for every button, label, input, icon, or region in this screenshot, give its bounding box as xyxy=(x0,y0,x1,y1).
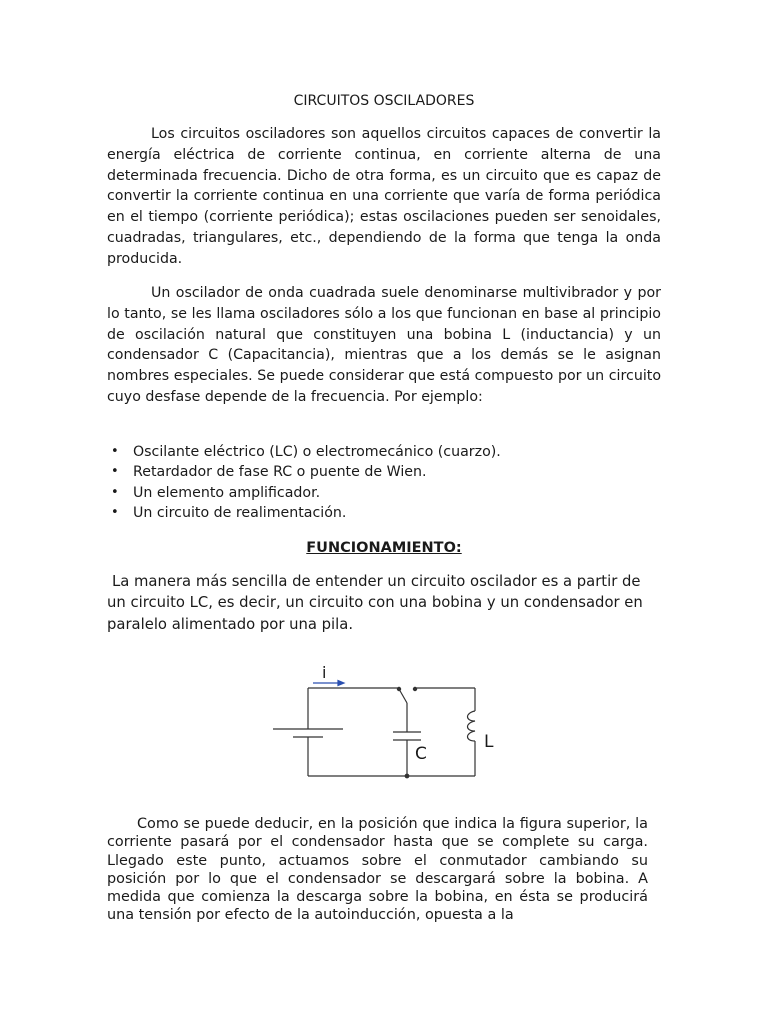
paragraph-intro: Los circuitos osciladores son aquellos circuitos capaces de convertir la energía eléctrica de corriente continua, en corriente alterna de una determinada frecuencia. Dicho de otra forma, es un circuito que es capaz de convertir la corriente continua en una corriente que varía de forma periódica en el tiempo (corriente periódica); estas oscilaciones pueden ser senoidales, cuadradas, triangulares, etc., dependiendo de la forma que tenga la onda producida. xyxy=(107,126,661,267)
list-item-text: Oscilante eléctrico (LC) o electromecánico (cuarzo). xyxy=(133,444,501,460)
list-item-text: Un circuito de realimentación. xyxy=(133,505,347,522)
list-item xyxy=(107,442,661,462)
inductor-coil-icon xyxy=(468,711,476,741)
lc-circuit-diagram xyxy=(265,655,505,785)
paragraph-lc-circuit: La manera más sencilla de entender un circuito oscilador es a partir de un circuito LC, es decir, un circuito con una bobina y un condensador en paralelo alimentado por una pila. xyxy=(107,573,643,633)
inductor-label: L xyxy=(484,732,494,752)
list-item-text: Un elemento amplificador. xyxy=(133,484,321,501)
capacitor-label: C xyxy=(415,744,427,764)
paragraph-explanation: Como se puede deducir, en la posición que indica la figura superior, la corriente pasará por el condensador hasta que se complete su carga. Llegado este punto, actuamos sobre el conmutador cambiando su posición por lo que el condensador se descargará sobre la bobina. A medida que comienza la descarga sobre la bobina, en ésta se producirá una tensión por efecto de la autoinducción, opuesta a la xyxy=(107,816,648,924)
bullet-list xyxy=(107,442,661,524)
section-heading: FUNCIONAMIENTO: xyxy=(306,540,462,556)
bullet-icon: • xyxy=(111,444,119,459)
list-item xyxy=(107,483,661,503)
switch-lever xyxy=(399,689,407,703)
bullet-icon: • xyxy=(111,464,119,480)
list-item-text: Retardador de fase RC o puente de Wien. xyxy=(133,464,427,481)
document-title: CIRCUITOS OSCILADORES xyxy=(293,93,475,109)
current-arrow-icon xyxy=(338,681,344,686)
bullet-icon: • xyxy=(111,505,119,521)
bullet-icon: • xyxy=(111,484,119,500)
list-item xyxy=(107,462,661,482)
paragraph-multivibrador: Un oscilador de onda cuadrada suele denominarse multivibrador y por lo tanto, se les llama osciladores sólo a los que funcionan en base al principio de oscilación natural que constituyen una bobina L (inductancia) y un condensador C (Capacitancia), mientras que a los demás se le asignan nombres especiales. Se puede considerar que está compuesto por un circuito cuyo desfase depende de la frecuencia. Por ejemplo: xyxy=(107,285,661,405)
list-item xyxy=(107,503,661,523)
current-label: i xyxy=(322,663,327,682)
